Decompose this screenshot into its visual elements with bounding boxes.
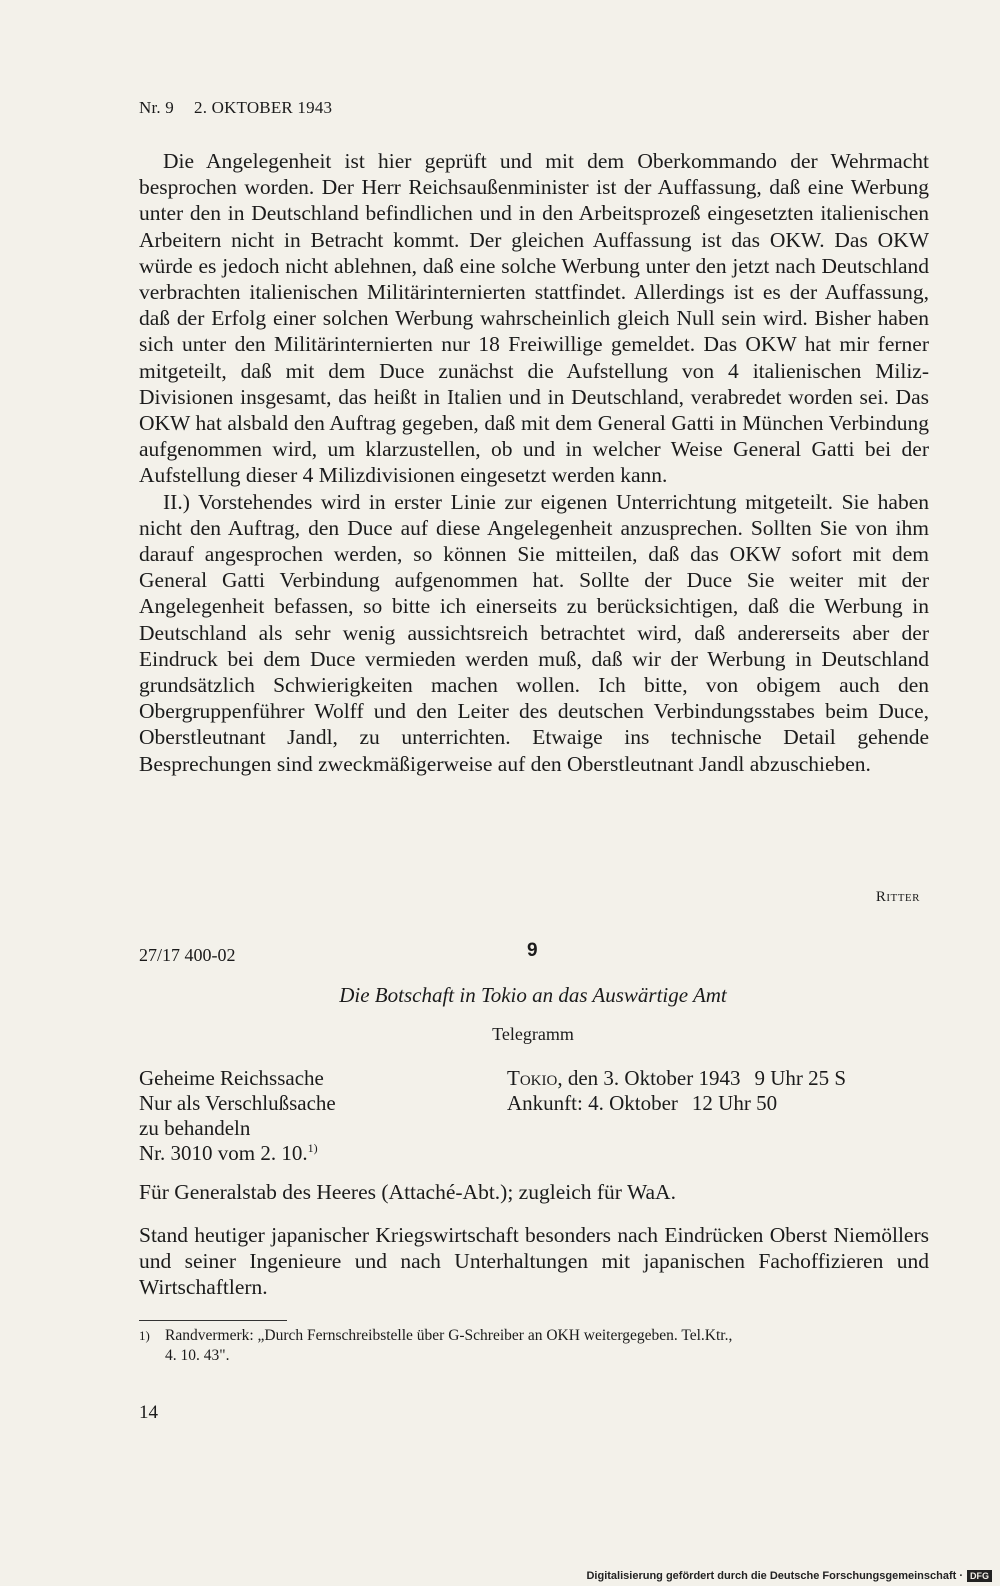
classification-line-1: Geheime Reichssache bbox=[139, 1066, 324, 1090]
dispatch-time: 9 Uhr 25 S bbox=[754, 1066, 847, 1090]
dispatch-block bbox=[507, 1066, 846, 1116]
footnote-divider bbox=[139, 1320, 287, 1321]
header-date: 2. OKTOBER 1943 bbox=[194, 98, 333, 117]
body-paragraph-2: II.) Vorstehendes wird in erster Linie zur eigenen Unterrichtung mitgeteilt. Sie haben nicht den Auftrag, den Duce auf diese Angelegenheit anzusprechen. Sollten Sie von ihm darauf angesprochen werden, so können Sie mitteilen, daß das OKW sofort mit dem General Gatti Verbindung aufgenommen hat. Sollte der Duce Sie weiter mit der Angelegenheit befassen, so bitte ich einerseits zu berücksichtigen, daß die Werbung in Deutschland als sehr wenig aussichtsreich betrachtet wird, daß andererseits aber der Eindruck bei dem Duce vermieden werden muß, daß wir der Werbung in Deutschland grundsätzlich Schwierigkeiten machen wollen. Ich bitte, von obigem auch den Obergruppenführer Wolff und den Leiter des deutschen Verbindungsstabes beim Duce, Oberstleutnant Jandl, zu unterrichten. Etwaige ins technische Detail gehende Besprechungen sind zweckmäßigerweise auf den Oberstleutnant Jandl abzuschieben. bbox=[139, 489, 929, 776]
footnote-text-2: 4. 10. 43". bbox=[165, 1347, 230, 1364]
telegram-number: Nr. 3010 vom 2. 10. bbox=[139, 1141, 308, 1165]
document-title: Die Botschaft in Tokio an das Auswärtige Amt bbox=[339, 983, 727, 1007]
body-paragraph-1: Die Angelegenheit ist hier geprüft und mit dem Oberkommando der Wehrmacht besprochen worden. Der Herr Reichsaußenminister ist der Auffassung, daß eine Werbung unter den in Deutschland befindlichen und in den Arbeitsprozeß eingesetzten italienischen Arbeitern nicht in Betracht kommt. Der gleichen Auffassung ist das OKW. Das OKW würde es jedoch nicht ablehnen, daß eine solche Werbung unter den jetzt nach Deutschland verbrachten italienischen Militärinternierten stattfindet. Allerdings ist es der Auffassung, daß der Erfolg einer solchen Werbung wahrscheinlich gleich Null sein wird. Bisher haben sich unter den Militärinternierten nur 18 Freiwillige gemeldet. Das OKW hat mir ferner mitgeteilt, daß mit dem Duce zunächst die Aufstellung von 4 italienischen Miliz-Divisionen insgesamt, das heißt in Italien und in Deutschland, verabredet worden sei. Das OKW hat alsbald den Auftrag gegeben, daß mit dem General Gatti in München Verbindung aufgenommen wird, um klarzustellen, ob und in welcher Weise General Gatti bei der Aufstellung dieser 4 Milizdivisionen eingesetzt werden kann. bbox=[139, 149, 929, 488]
document-reference: 27/17 400-02 bbox=[139, 945, 236, 965]
addressee-line: Für Generalstab des Heeres (Attaché-Abt.); zugleich für WaA. bbox=[139, 1180, 676, 1204]
dfg-logo-icon: DFG bbox=[967, 1570, 992, 1582]
footnote-text-1: Randvermerk: „Durch Fernschreibstelle über G-Schreiber an OKH weitergegeben. Tel.Ktr., bbox=[165, 1327, 733, 1344]
telegram-body: Stand heutiger japanischer Kriegswirtschaft besonders nach Eindrücken Oberst Niemöllers und seiner Ingenieure und nach Unterhaltungen mit japanischen Fachoffizieren und Wirtschaftlern. bbox=[139, 1223, 929, 1299]
classification-line-4 bbox=[139, 1141, 336, 1166]
footnote-mark: 1) bbox=[139, 1328, 150, 1343]
dispatch-city: Tokio bbox=[507, 1066, 558, 1090]
document-number: 9 bbox=[527, 940, 538, 961]
classification-block bbox=[139, 1066, 336, 1166]
arrival-date: Ankunft: 4. Oktober bbox=[507, 1091, 678, 1115]
letter-body bbox=[139, 148, 929, 777]
page-number: 14 bbox=[139, 1402, 158, 1423]
footnote-reference: 1) bbox=[307, 1141, 318, 1155]
signature-name: Ritter bbox=[875, 889, 920, 905]
running-header bbox=[139, 98, 332, 118]
dispatch-date: , den 3. Oktober 1943 bbox=[557, 1066, 741, 1090]
classification-line-2: Nur als Verschlußsache bbox=[139, 1091, 336, 1115]
arrival-time: 12 Uhr 50 bbox=[691, 1091, 778, 1115]
document-type: Telegramm bbox=[492, 1024, 574, 1044]
digitization-credit bbox=[586, 1570, 992, 1582]
header-page-label: Nr. 9 bbox=[139, 98, 174, 117]
credit-text: Digitalisierung gefördert durch die Deutsche Forschungsgemeinschaft · bbox=[586, 1570, 963, 1582]
footnote bbox=[139, 1326, 939, 1366]
classification-line-3: zu behandeln bbox=[139, 1116, 251, 1140]
